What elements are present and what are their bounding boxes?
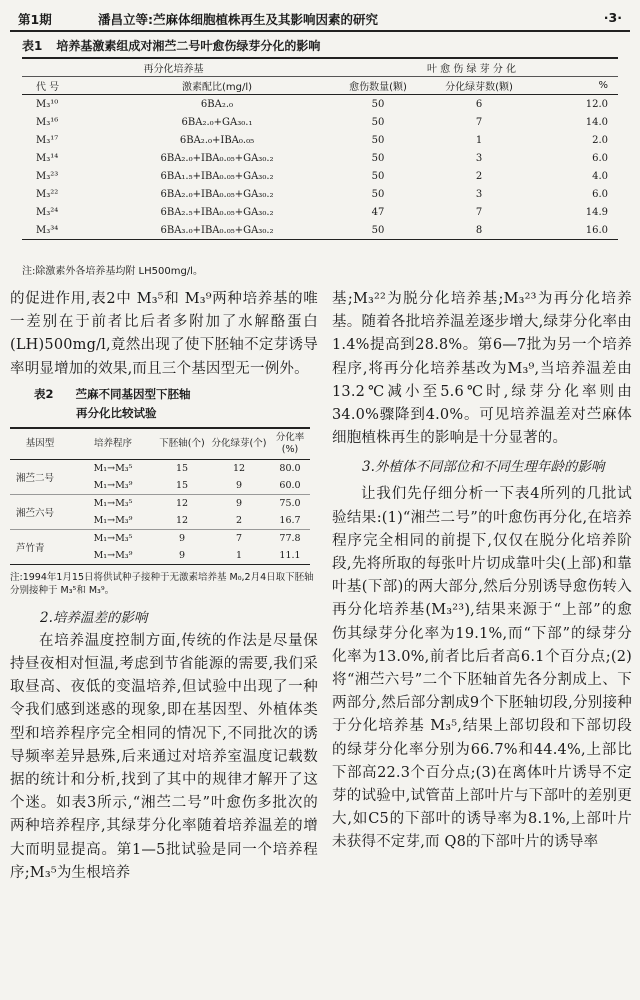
- table1-header-calli: 愈伤数量(颗): [325, 77, 431, 95]
- page-number: ·3·: [603, 10, 622, 25]
- table2-header-rate: 分化率(%): [270, 428, 310, 460]
- table1-cell-calli: 50: [371, 134, 385, 146]
- table2: [10, 427, 310, 565]
- table1-cell-buds: 3: [475, 152, 483, 164]
- table1-cell-code: M₃³⁴: [36, 224, 59, 236]
- right-paragraph-1: 基;M₃²²为脱分化培养基;M₃²³为再分化培养基。随着各批培养温差逐步增大,绿芽分化率由1.4%提高到28.8%。第6—7批为另一个培养程序,将再分化培养基改为M₃⁹,当培养温差由13.2℃减小至5.6℃时,绿芽分化率则由34.0%骤降到4.0%。可见培养温差对苎麻体细胞植株再生的影响是十分显著的。: [332, 291, 632, 447]
- table1-cell-pct: 12.0: [585, 98, 608, 110]
- issue-number: 第1期: [18, 12, 52, 27]
- table1-title: 培养基激素组成对湘苎二号叶愈伤绿芽分化的影响: [56, 39, 321, 53]
- table1-cell-pct: 14.9: [585, 206, 608, 218]
- table-row: [22, 221, 618, 240]
- table1-cell-pct: 6.0: [592, 188, 608, 200]
- table1-cell-buds: 1: [475, 134, 483, 146]
- table2-cell-program: M₁→M₃⁹: [93, 514, 133, 526]
- table1-cell-pct: 16.0: [585, 224, 608, 236]
- table2-cell-rate: 60.0: [279, 479, 301, 491]
- table2-cell-buds: 9: [208, 494, 270, 512]
- table2-cell-buds: 12: [232, 462, 246, 474]
- table1-cell-pct: 14.0: [585, 116, 608, 128]
- table2-cell-genotype: 湘苎六号: [10, 494, 70, 529]
- table1-cell-hormone: 6BA₁.₅+IBA₀.₀₅+GA₃₀.₂: [160, 170, 274, 182]
- table1-cell-code: M₃¹⁶: [36, 116, 59, 128]
- running-header: [10, 8, 630, 32]
- table1-cell-calli: 50: [371, 170, 385, 182]
- table1-cell-calli: 47: [371, 206, 385, 218]
- table1-cell-hormone: 6BA₃.₀+IBA₀.₀₅+GA₃₀.₂: [160, 224, 274, 236]
- table2-cell-genotype: 芦竹青: [10, 529, 70, 564]
- table-row: [22, 203, 618, 221]
- table-row: [10, 494, 310, 512]
- table1-cell-code: M₃¹⁰: [36, 98, 59, 110]
- right-paragraph-2: 让我们先仔细分析一下表4所列的几批试验结果:(1)“湘苎二号”的叶愈伤再分化,在培养程序完全相同的前提下,仅仅在脱分化培养阶段,先将所取的每张叶片切成靠叶尖(上部)和靠叶基(下部)的两大部分,然后分别诱导愈伤转入再分化培养基(M₃²³),结果来源于“上部”的愈伤其绿芽分化率为19.1%,而“下部”的绿芽分化率为13.0%,前者比后者高6.1个百分点;(2)将“湘苎六号”二个下胚轴首先各分割成上、下两部分,然后部分割成9个下胚轴切段,分别接种于分化培养基 M₃⁵,结果上部切段和下部切段的绿芽分化率分别为66.7%和44.4%,上部比下部高22.3个百分点;(3)在离体叶片诱导不定芽的试验中,试管苗上部叶片与下部叶的差别更大,如C5的下部叶的诱导率为8.1%,上部叶片未获得不定芽,而 Q8的下部叶片的诱导率: [332, 486, 632, 851]
- table2-cell-hypocotyl: 12: [156, 494, 208, 512]
- table1-header-hormone: 激素配比(mg/l): [109, 77, 325, 95]
- table1: [22, 57, 618, 240]
- table2-cell-rate: 77.8: [270, 529, 310, 547]
- table2-cell-buds: 7: [208, 529, 270, 547]
- table2-number: 表2: [34, 386, 54, 401]
- table-row: [22, 131, 618, 149]
- left-paragraph-1: 的促进作用,表2中 M₃⁵和 M₃⁹两种培养基的唯一差别在于前者比后者多附加了水解酪蛋白(LH)500mg/l,竟然出现了使下胚轴不定芽诱导率明显增加的效果,而且三个基因型无一例外。: [10, 291, 318, 377]
- table1-cell-buds: 8: [475, 224, 483, 236]
- table2-cell-rate: 75.0: [270, 494, 310, 512]
- table1-header-pct: %: [527, 77, 618, 95]
- table1-note: 注:除激素外各培养基均附 LH500mg/l。: [22, 266, 203, 277]
- table1-cell-code: M₃¹⁷: [36, 134, 59, 146]
- table1-header-buds: 分化绿芽数(颗): [431, 77, 527, 95]
- table2-cell-rate: 11.1: [279, 549, 301, 561]
- right-column: [332, 288, 632, 855]
- table1-header-code: 代 号: [22, 77, 109, 95]
- table1-cell-hormone: 6BA₂.₀+IBA₀.₀₅+GA₃₀.₂: [160, 152, 274, 164]
- table2-note: 注:1994年1月15日将供试种子接种于无激素培养基 M₀,2月4日取下胚轴分别接种于 M₃⁵和 M₃⁹。: [10, 571, 314, 596]
- table-row: [22, 185, 618, 203]
- table1-cell-calli: 50: [371, 188, 385, 200]
- table-row: [10, 459, 310, 477]
- table1-cell-code: M₃²⁴: [36, 206, 59, 218]
- section-3-heading: 3.外植体不同部位和不同生理年龄的影响: [362, 459, 605, 476]
- table1-caption: [22, 37, 334, 54]
- table2-cell-program: M₁→M₃⁵: [93, 462, 133, 474]
- table2-header-buds: 分化绿芽(个): [208, 428, 270, 460]
- table2-cell-hypocotyl: 15: [175, 462, 189, 474]
- table1-cell-hormone: 6BA₂.₅+IBA₀.₀₅+GA₃₀.₂: [160, 206, 274, 218]
- table2-cell-program: M₁→M₃⁵: [70, 494, 156, 512]
- table1-cell-pct: 2.0: [592, 134, 608, 146]
- table-row: [22, 113, 618, 131]
- table1-cell-buds: 3: [475, 188, 483, 200]
- table1-cell-hormone: 6BA₂.₀: [200, 98, 234, 110]
- running-title: 潘昌立等:苎麻体细胞植株再生及其影响因素的研究: [98, 12, 378, 27]
- table1-group-right: 叶 愈 伤 绿 芽 分 化: [325, 58, 618, 77]
- table1-cell-buds: 6: [475, 98, 483, 110]
- table1-cell-pct: 6.0: [592, 152, 608, 164]
- table-row: [10, 529, 310, 547]
- table2-cell-buds: 2: [235, 514, 243, 526]
- table2-cell-hypocotyl: 15: [175, 479, 189, 491]
- left-paragraph-2: 在培养温度控制方面,传统的作法是尽量保持昼夜相对恒温,考虑到节省能源的需要,我们采取昼高、夜低的变温培养,但试验中出现了一种令我们感到迷惑的现象,即在基因型、外植体类型和培养程序完全相同的情况下,不同批次的诱导频率差异悬殊,后来通过对培养室温度记载数据的统计和分析,找到了其中的规律才解开了这个迷。如表3所示,“湘苎二号”叶愈伤多批次的两种培养程序,其绿芽分化率随着培养温差的增大而明显提高。第1—5批试验是同一个培养程序;M₃⁵为生根培养: [10, 632, 318, 881]
- table2-header-hypocotyl: 下胚轴(个): [156, 428, 208, 460]
- table-row: [22, 149, 618, 167]
- table2-cell-hypocotyl: 9: [178, 549, 186, 561]
- table2-cell-hypocotyl: 12: [175, 514, 189, 526]
- table2-cell-program: M₁→M₃⁹: [93, 549, 133, 561]
- table2-cell-program: M₁→M₃⁹: [93, 479, 133, 491]
- table1-cell-hormone: 6BA₂.₀+IBA₀.₀₅: [179, 134, 255, 146]
- table2-cell-hypocotyl: 9: [156, 529, 208, 547]
- section-2-heading: 2.培养温差的影响: [40, 609, 148, 626]
- table2-title-line1: 苎麻不同基因型下胚轴: [75, 386, 191, 401]
- table2-header-program: 培养程序: [70, 428, 156, 460]
- table1-cell-hormone: 6BA₂.₀+IBA₀.₀₅+GA₃₀.₂: [160, 188, 274, 200]
- table1-cell-buds: 7: [475, 116, 483, 128]
- table1-cell-calli: 50: [371, 224, 385, 236]
- table1-cell-code: M₃¹⁴: [36, 152, 59, 164]
- table-row: [22, 95, 618, 114]
- table1-cell-code: M₃²²: [36, 188, 59, 200]
- table1-number: 表1: [22, 39, 43, 53]
- table2-title-line2: 再分化比较试验: [76, 405, 157, 420]
- table1-cell-calli: 50: [371, 116, 385, 128]
- table2-caption: [34, 383, 318, 405]
- table2-header-genotype: 基因型: [10, 428, 70, 460]
- table1-cell-calli: 50: [371, 152, 385, 164]
- table2-cell-rate: 80.0: [279, 462, 301, 474]
- table2-cell-genotype: 湘苎二号: [16, 472, 55, 484]
- table-row: [22, 167, 618, 185]
- left-column: [10, 288, 318, 885]
- table1-cell-buds: 2: [475, 170, 483, 182]
- table2-cell-program: M₁→M₃⁵: [70, 529, 156, 547]
- table1-cell-hormone: 6BA₂.₀+GA₃₀.₁: [181, 116, 253, 128]
- table1-cell-code: M₃²³: [36, 170, 59, 182]
- table1-group-left: 再分化培养基: [22, 58, 325, 77]
- table2-cell-buds: 1: [235, 549, 243, 561]
- table1-cell-calli: 50: [371, 98, 385, 110]
- table1-cell-pct: 4.0: [592, 170, 608, 182]
- table1-cell-buds: 7: [475, 206, 483, 218]
- table2-cell-buds: 9: [235, 479, 243, 491]
- table2-cell-rate: 16.7: [279, 514, 301, 526]
